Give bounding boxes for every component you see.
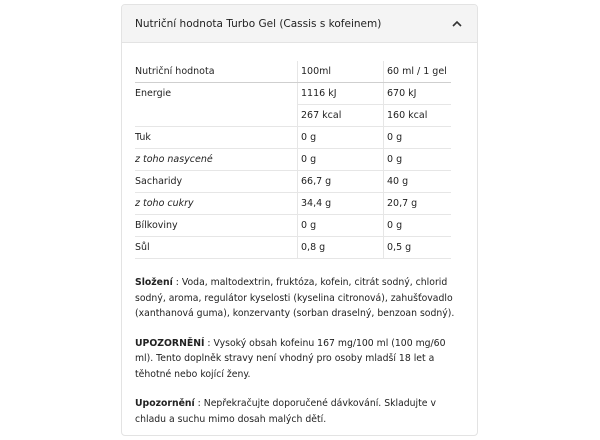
row-label: Bílkoviny [135, 215, 298, 237]
table-row [135, 105, 451, 127]
row-label: Sacharidy [135, 171, 298, 193]
row-value-gel: 0 g [384, 127, 452, 149]
dosage-warning-text [135, 396, 460, 427]
row-label: Tuk [135, 127, 298, 149]
row-value-100ml: 0 g [298, 215, 384, 237]
caffeine-warning-text [135, 336, 460, 383]
dosage-warning-label: Upozornění [135, 398, 195, 409]
row-value-100ml: 1116 kJ [298, 83, 384, 105]
row-value-gel: 20,7 g [384, 193, 452, 215]
row-value-100ml: 66,7 g [298, 171, 384, 193]
dosage-warning-body: : Nepřekračujte doporučené dávkování. Skladujte v chladu a suchu mimo dosah malých dětí. [135, 398, 436, 425]
row-value-100ml: 267 kcal [298, 105, 384, 127]
row-value-gel: 0,5 g [384, 237, 452, 259]
row-value-gel: 670 kJ [384, 83, 452, 105]
row-label: z toho nasycené [135, 149, 298, 171]
row-label: z toho cukry [135, 193, 298, 215]
row-value-100ml: 0,8 g [298, 237, 384, 259]
table-row [135, 127, 451, 149]
composition-label: Složení [135, 277, 173, 288]
row-value-gel: 40 g [384, 171, 452, 193]
chevron-up-icon[interactable] [451, 18, 463, 30]
composition-text [135, 275, 460, 322]
panel-title: Nutriční hodnota Turbo Gel (Cassis s kofeinem) [135, 17, 382, 30]
row-value-gel: 160 kcal [384, 105, 452, 127]
row-label: Sůl [135, 237, 298, 259]
row-value-gel: 0 g [384, 215, 452, 237]
row-value-gel: 0 g [384, 149, 452, 171]
table-row [135, 149, 451, 171]
caffeine-warning-label: UPOZORNĚNÍ [135, 337, 205, 349]
panel-body [122, 43, 477, 427]
table-row [135, 171, 451, 193]
row-value-100ml: 0 g [298, 149, 384, 171]
row-label [135, 105, 298, 127]
nutrition-panel [121, 4, 478, 436]
row-label: Energie [135, 88, 172, 100]
caffeine-warning-body: : Vysoký obsah kofeinu 167 mg/100 ml (100 mg/60 ml). Tento doplněk stravy není vhodný pro osoby mladší 18 let a těhotné nebo kojící ženy. [135, 337, 446, 380]
row-value-100ml: 0 g [298, 127, 384, 149]
table-row [135, 237, 451, 259]
table-row [135, 215, 451, 237]
nutrition-table [135, 61, 451, 259]
table-header-row [135, 61, 451, 83]
composition-body: : Voda, maltodextrin, fruktóza, kofein, citrát sodný, chlorid sodný, aroma, regulátor kyselosti (kyselina citronová), zahušťovadlo (xanthanová guma), konzervanty (sorban draselný, benzoan sodný). [135, 277, 455, 319]
header-per-gel: 60 ml / 1 gel [384, 61, 452, 83]
header-per-100ml: 100ml [298, 61, 384, 83]
table-row [135, 193, 451, 215]
row-value-100ml: 34,4 g [298, 193, 384, 215]
panel-header[interactable] [122, 5, 477, 43]
table-row [135, 83, 451, 105]
header-nutrient: Nutriční hodnota [135, 61, 298, 83]
